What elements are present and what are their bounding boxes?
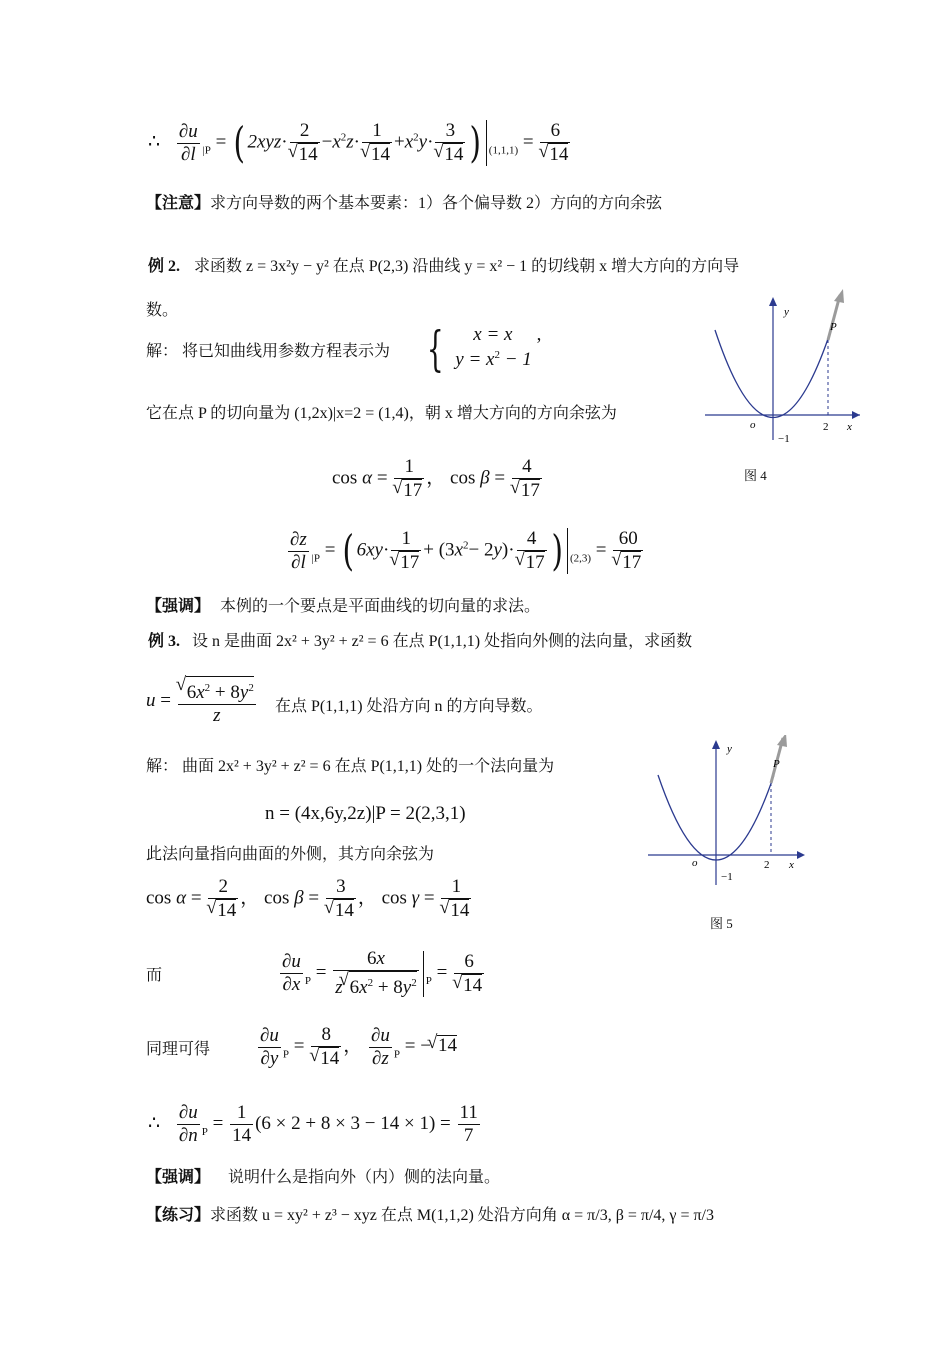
function-u-definition: u = √ $\frac{6x^2 + 8y^2}{z}$ — [146, 676, 258, 727]
figure-4-parabola — [700, 285, 870, 445]
tangent-arrowhead — [834, 289, 844, 303]
direction-cosines-2: cos α = 1 √ 17 ， cos β = 4 √ 17 — [332, 456, 544, 502]
label-2: 2 — [764, 859, 770, 871]
label-neg-one: −1 — [778, 433, 790, 445]
figure-5-caption: 图 5 — [710, 916, 733, 931]
emphasis-label-3: 【强调】 — [146, 1169, 211, 1186]
label-p: P — [830, 321, 837, 333]
y-axis-arrow — [769, 297, 777, 306]
example-2-tangent-line: 它在点 P 的切向量为 (1,2x)|x=2 = (1,4)，朝 x 增大方向的方向余弦为 — [146, 405, 617, 422]
normal-vector: n = (4x,6y,2z)|P = 2(2,3,1) — [265, 803, 466, 824]
x-axis-arrow — [852, 411, 860, 419]
example-3-problem-cont: 在点 P(1,1,1) 处沿方向 n 的方向导数。 — [275, 698, 543, 715]
example-3-problem-text: 设 n 是曲面 2x² + 3y² + z² = 6 在点 P(1,1,1) 处指向外侧的法向量，求函数 — [192, 633, 693, 650]
partial-u-y-z: $\frac{\partial u}{\partial y}$ $_P$ = 8 √ 14 ， $\frac{\partial u}{\partial z}$ $_P$ = −√ 14 — [256, 1024, 457, 1070]
note-label: 【注意】 — [146, 195, 211, 212]
x-axis-arrow — [797, 851, 805, 859]
exercise-label: 【练习】 — [146, 1207, 211, 1224]
final-result-3: ∴ $\frac{\partial u}{\partial n}$ $_P$ = $\frac{1}{14}$ (6 × 2 + 8 × 3 − 14 × 1) = $\frac{11}{7}$ — [148, 1102, 478, 1146]
emphasis-text-3: 说明什么是指向外（内）侧的法向量。 — [228, 1169, 501, 1186]
label-neg-one: −1 — [721, 871, 733, 883]
emphasis-label-2: 【强调】 — [146, 598, 211, 615]
example-2-solution-prefix: 解： 将已知曲线用参数方程表示为 — [146, 343, 391, 360]
formula-directional-derivative-2: $\frac{\partial z}{\partial l}$ $_{|P}$ = ( 6xy· 1 √ 17 + $(3x^2- 2y)\cdot$ 4 √ 17 ) $_{(2,3)}$ = 60 √ 17 — [286, 528, 645, 574]
and-word: 而 — [146, 967, 163, 984]
example-2-problem-cont: 数。 — [146, 302, 179, 319]
label-o: o — [692, 857, 698, 869]
figure-5-parabola — [643, 735, 813, 895]
label-p: P — [773, 758, 780, 770]
therefore-symbol: ∴ — [148, 131, 161, 153]
exercise-line — [146, 1206, 714, 1226]
label-2: 2 — [823, 421, 829, 433]
label-o: o — [750, 419, 756, 431]
direction-cosines-3: cos α = 2 √ 14 ， cos β = 3 √ 14 ， cos γ = 1 √ 14 — [146, 876, 473, 922]
y-axis-arrow — [712, 740, 720, 749]
note-line — [146, 194, 662, 214]
label-y: y — [727, 743, 732, 755]
note-text: 求方向导数的两个基本要素：1）各个偏导数 2）方向的方向余弦 — [210, 195, 663, 212]
emphasis-text-2: 本例的一个要点是平面曲线的切向量的求法。 — [220, 598, 541, 615]
exercise-text: 求函数 u = xy² + z³ − xyz 在点 M(1,1,2) 处沿方向角 α = π/3, β = π/4, γ = π/3 — [210, 1207, 715, 1224]
example-3-outer-line: 此法向量指向曲面的外侧，其方向余弦为 — [146, 846, 435, 863]
tangent-arrowhead — [777, 735, 787, 747]
example-3-label: 例 3. — [148, 633, 181, 650]
partial-u-x: $\frac{\partial u}{\partial x}$ $_P$ = $\frac{6x}{z√ 6x^2 + 8y^2}$ $_P$ = 6 √ 14 — [278, 948, 486, 999]
example-2-label: 例 2. — [148, 258, 181, 275]
example-2-problem-text: 求函数 z = 3x²y − y² 在点 P(2,3) 沿曲线 y = x² − 1 的切线朝 x 增大方向的方向导 — [194, 258, 740, 275]
label-x: x — [847, 421, 852, 433]
similarly-word: 同理可得 — [146, 1041, 211, 1058]
formula-directional-derivative-1: ∴ $\frac{\partial u}{\partial l}$ $_{|P}$ = ( 2xyz· 2 √ 14 $-x^2z\cdot$ 1 √ 14 $+x^2y\cdot$ 3 √ 14 ) $_{(1,1,1)}$ = 6 √ 14 — [148, 120, 572, 166]
parametric-system: { x = x $y = x^2 - 1$ , — [426, 321, 542, 377]
figure-4-caption: 图 4 — [744, 468, 767, 483]
example-3-emphasis — [146, 1168, 500, 1188]
example-3-problem — [148, 632, 692, 652]
label-x: x — [789, 859, 794, 871]
example-3-solution-prefix: 解： 曲面 2x² + 3y² + z² = 6 在点 P(1,1,1) 处的一个法向量为 — [146, 758, 555, 775]
example-2-problem — [148, 257, 739, 277]
label-y: y — [784, 306, 789, 318]
example-2-emphasis — [146, 597, 540, 617]
